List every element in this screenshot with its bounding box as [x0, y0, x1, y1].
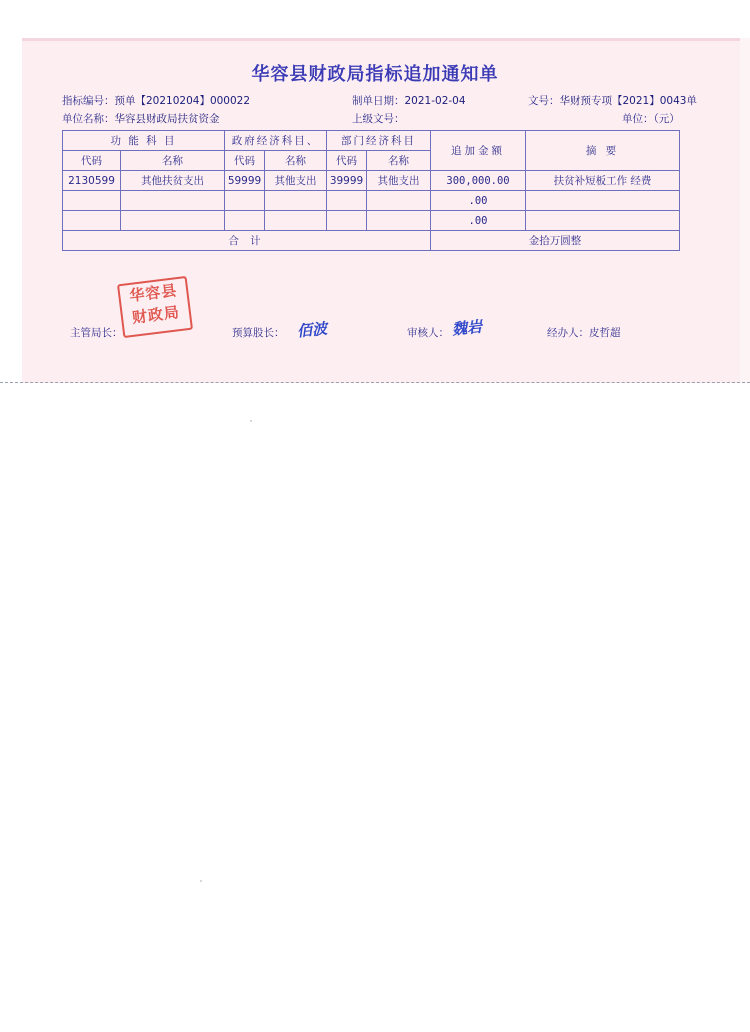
- cell-amount: 300,000.00: [431, 171, 526, 191]
- budget-chief-signature-label: 预算股长：: [232, 327, 285, 339]
- cell-functional-name: [121, 191, 225, 211]
- cell-functional-name: [121, 211, 225, 231]
- unit-name-field: [62, 111, 220, 126]
- cell-amount: .00: [431, 191, 526, 211]
- cell-memo: [526, 211, 680, 231]
- total-amount-in-words: 金拾万圆整: [431, 231, 680, 251]
- table-row: [63, 171, 680, 191]
- index-number-label: 指标编号：: [62, 95, 115, 107]
- table-row: [63, 211, 680, 231]
- cell-government-name: [265, 211, 327, 231]
- document-title: 华容县财政局指标追加通知单: [251, 64, 499, 85]
- header-department-economic-subject: 部门经济科目: [327, 131, 431, 151]
- scan-left-margin: [0, 38, 22, 383]
- cell-department-code: 39999: [327, 171, 367, 191]
- make-date-label: 制单日期：: [352, 95, 405, 107]
- currency-unit-label: 单位：（元）: [622, 113, 680, 125]
- cell-department-code: [327, 191, 367, 211]
- table-row: [63, 191, 680, 211]
- index-number-value: 预单【20210204】000022: [114, 95, 251, 107]
- superior-document-label: 上级文号：: [352, 113, 405, 125]
- document-number-field: [528, 93, 697, 108]
- seal-line-1: 华容县: [128, 281, 179, 305]
- operator-signature-label: 经办人：皮哲超: [547, 327, 621, 339]
- cell-government-code: [225, 211, 265, 231]
- signature-row: [62, 317, 679, 347]
- scan-speck: [200, 880, 202, 882]
- header-functional-code: 代码: [63, 151, 121, 171]
- make-date-field: [352, 93, 466, 108]
- cell-government-code: [225, 191, 265, 211]
- seal-line-2: 财政局: [131, 303, 181, 327]
- indicator-table: [62, 130, 680, 251]
- cell-functional-code: [63, 211, 121, 231]
- table-header-group-row: [63, 131, 680, 151]
- cell-government-name: 其他支出: [265, 171, 327, 191]
- index-number-field: [62, 93, 250, 108]
- cell-functional-code: [63, 191, 121, 211]
- cell-department-name: 其他支出: [367, 171, 431, 191]
- header-government-economic-subject: 政府经济科目、: [225, 131, 327, 151]
- scanned-form: [0, 38, 750, 383]
- cell-government-code: 59999: [225, 171, 265, 191]
- header-government-code: 代码: [225, 151, 265, 171]
- total-label: 合 计: [63, 231, 431, 251]
- document-number-value: 华财预专项【2021】0043单: [559, 95, 697, 107]
- unit-name-label: 单位名称：: [62, 113, 115, 125]
- header-additional-amount: 追加金额: [431, 131, 526, 171]
- make-date-value: 2021-02-04: [404, 95, 466, 107]
- header-department-code: 代码: [327, 151, 367, 171]
- document-number-label: 文号：: [528, 95, 560, 107]
- header-department-name: 名称: [367, 151, 431, 171]
- cell-department-name: [367, 191, 431, 211]
- budget-chief-signature-value: 佰波: [296, 319, 328, 341]
- cell-department-code: [327, 211, 367, 231]
- header-functional-subject: 功 能 科 目: [63, 131, 225, 151]
- auditor-signature-value: 魏岩: [451, 317, 483, 339]
- header-government-name: 名称: [265, 151, 327, 171]
- cell-functional-code: 2130599: [63, 171, 121, 191]
- scan-bottom-edge: [0, 380, 750, 383]
- cell-amount: .00: [431, 211, 526, 231]
- cell-functional-name: 其他扶贫支出: [121, 171, 225, 191]
- cell-memo: [526, 191, 680, 211]
- director-signature-label: 主管局长：: [70, 327, 123, 339]
- scan-right-margin: [740, 38, 750, 383]
- header-functional-name: 名称: [121, 151, 225, 171]
- auditor-signature-label: 审核人：: [407, 327, 449, 339]
- unit-name-value: 华容县财政局扶贫资金: [114, 113, 220, 125]
- scan-top-edge: [0, 38, 750, 41]
- cell-government-name: [265, 191, 327, 211]
- table-total-row: [63, 231, 680, 251]
- cell-memo: 扶贫补短板工作 经费: [526, 171, 680, 191]
- scan-speck: [250, 420, 252, 422]
- header-memo: 摘 要: [526, 131, 680, 171]
- cell-department-name: [367, 211, 431, 231]
- superior-document-field: [352, 111, 405, 126]
